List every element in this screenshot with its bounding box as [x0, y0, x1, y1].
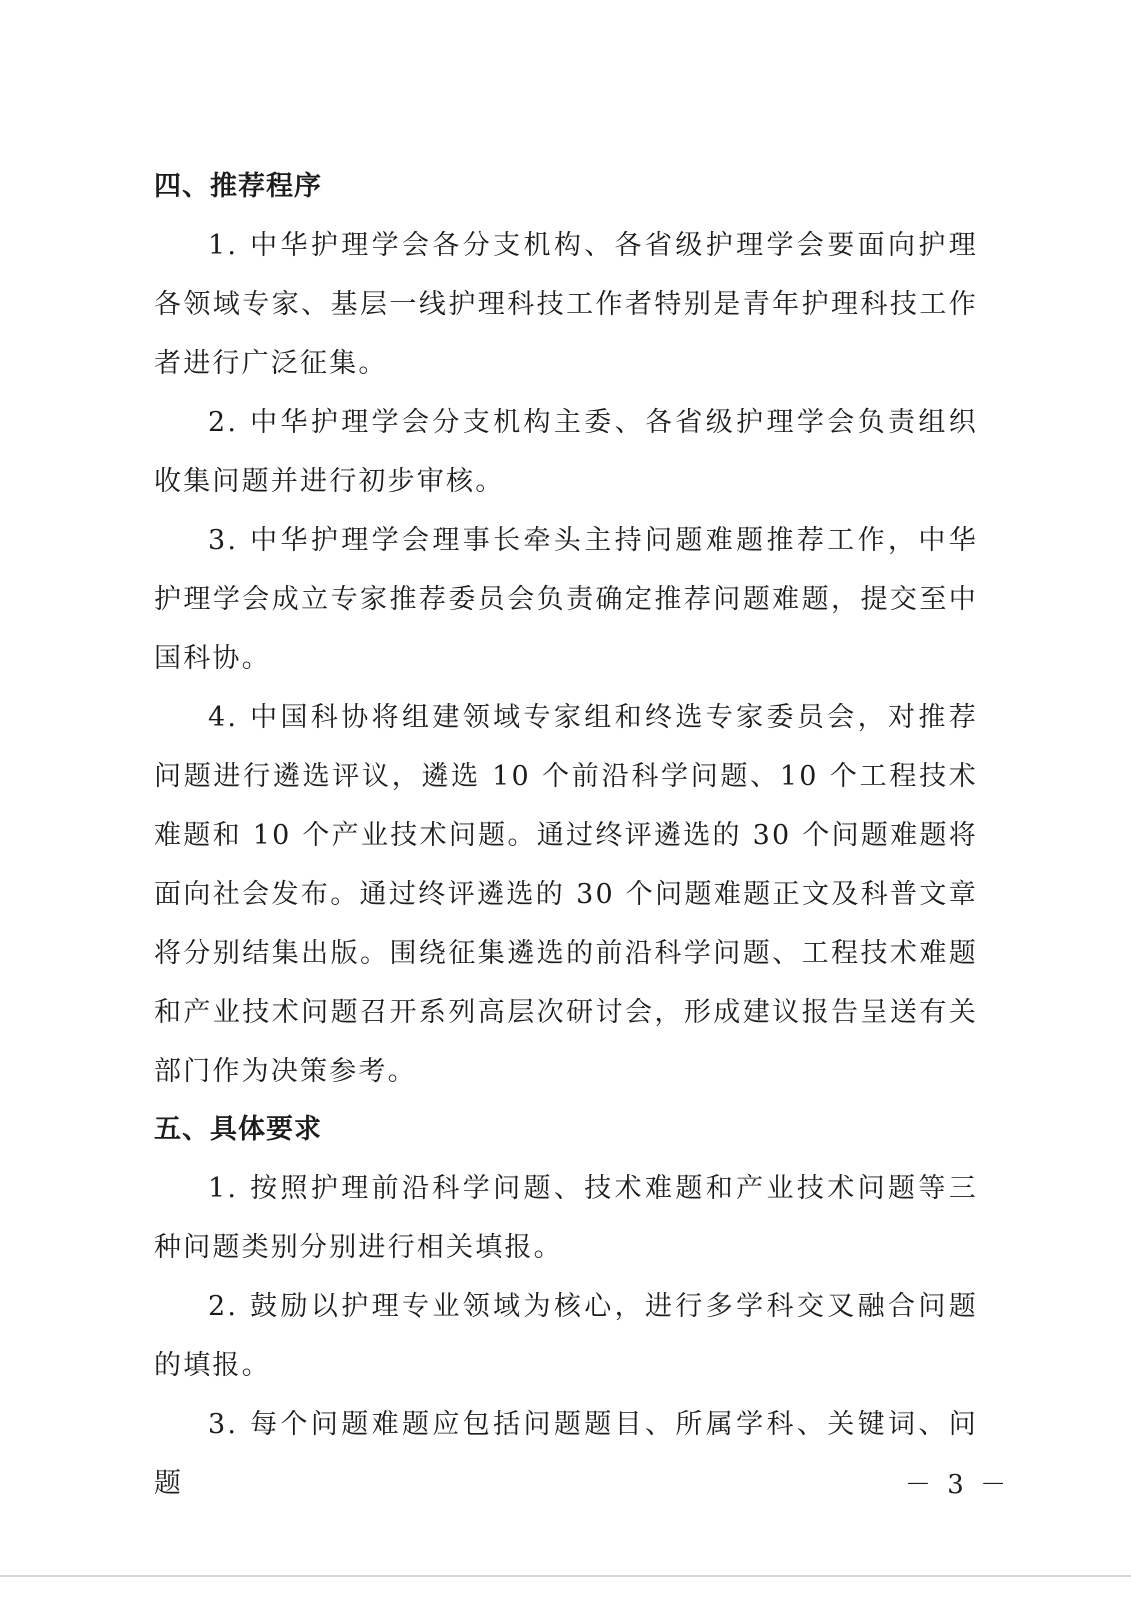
paragraph-procedure-4: 4. 中国科协将组建领域专家组和终选专家委员会，对推荐问题进行遴选评议，遴选 10 个前沿科学问题、10 个工程技术难题和 10 个产业技术问题。通过终评遴选的 30 个问题难题将面向社会发布。通过终评遴选的 30 个问题难题正文及科普文章将分别结集出版。围绕征集遴选的前沿科学问题、工程技术难题和产业技术问题召开系列高层次研讨会，形成建议报告呈送有关部门作为决策参考。	[154, 702, 978, 1087]
paragraph-procedure-3: 3. 中华护理学会理事长牵头主持问题难题推荐工作，中华护理学会成立专家推荐委员会负责确定推荐问题难题，提交至中国科协。	[154, 525, 978, 674]
paragraph-requirement-1: 1. 按照护理前沿科学问题、技术难题和产业技术问题等三种问题类别分别进行相关填报。	[154, 1173, 978, 1263]
scan-edge-line	[0, 1575, 1131, 1577]
section-heading-recommendation-procedure: 四、推荐程序	[154, 171, 322, 202]
paragraph-requirement-3: 3. 每个问题难题应包括问题题目、所属学科、关键词、问题	[154, 1409, 978, 1499]
paragraph-requirement-2: 2. 鼓励以护理专业领域为核心，进行多学科交叉融合问题的填报。	[154, 1291, 978, 1381]
paragraph-procedure-1: 1. 中华护理学会各分支机构、各省级护理学会要面向护理各领域专家、基层一线护理科技工作者特别是青年护理科技工作者进行广泛征集。	[154, 230, 978, 379]
document-body	[154, 158, 978, 1513]
section-heading-specific-requirements: 五、具体要求	[154, 1114, 322, 1145]
page-number: － 3 －	[905, 1470, 1011, 1500]
paragraph-procedure-2: 2. 中华护理学会分支机构主委、各省级护理学会负责组织收集问题并进行初步审核。	[154, 407, 978, 497]
